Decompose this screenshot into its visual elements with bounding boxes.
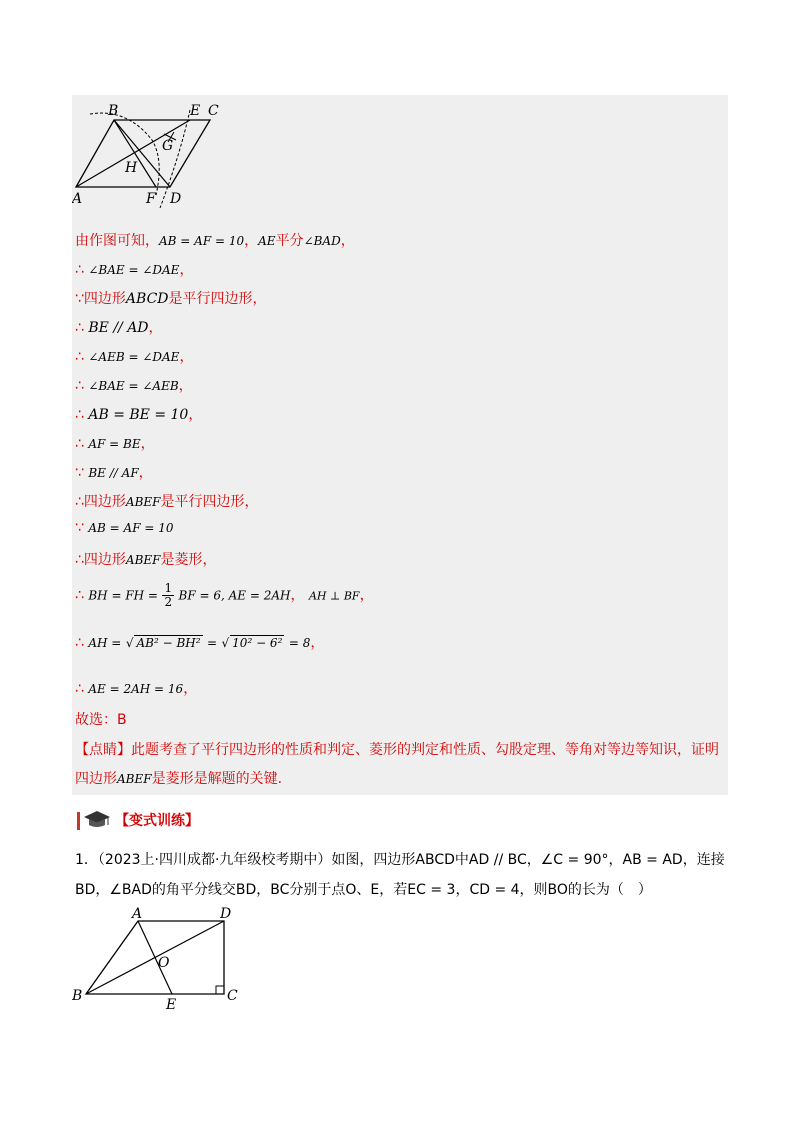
fig1-label-c: C	[208, 103, 219, 119]
solution-line-18-comment: 四边形ABEF是菱形是解题的关键.	[75, 771, 283, 787]
solution-line-15: ∴ AE = 2AH = 16，	[75, 681, 198, 697]
fig2-label-d: D	[220, 906, 232, 922]
solution-line-14: ∴ AH = √ AB² − BH² = √ 10² − 6² = 8，	[75, 635, 325, 651]
solution-line-4: ∴ BE // AD，	[75, 320, 163, 336]
solution-line-13: ∴ BH = FH = $\frac{1}{2}$ BF = 6, AE = 2AH， AH ⊥ BF，	[75, 581, 374, 609]
fig1-label-b: B	[108, 103, 119, 119]
question-1-line-1: 1．（2023上·四川成都·九年级校考期中）如图，四边形ABCD中AD // BC，∠C = 90°，AB = AD，连接	[75, 852, 725, 868]
fig1-label-h: H	[125, 160, 138, 176]
solution-line-5: ∴ ∠AEB = ∠DAE，	[75, 349, 194, 365]
fig2-label-a: A	[132, 906, 143, 922]
solution-line-17-comment: 【点睛】此题考查了平行四边形的性质和判定、菱形的判定和性质、勾股定理、等角对等边等知识，证明	[75, 742, 719, 758]
solution-line-9: ∵ BE // AF，	[75, 465, 153, 481]
solution-line-2: ∴ ∠BAE = ∠DAE，	[75, 262, 194, 278]
fraction-one-half: $\frac{1}{2}$	[164, 581, 173, 609]
fig2-label-c: C	[227, 988, 238, 1004]
solution-line-16-answer: 故选：B	[75, 712, 127, 728]
figure-quadrilateral-abcd	[72, 905, 247, 1010]
solution-line-7: ∴ AB = BE = 10，	[75, 407, 203, 423]
solution-line-10: ∴四边形ABEF是平行四边形，	[75, 494, 259, 510]
fig2-label-e: E	[166, 997, 177, 1010]
sqrt-10-6: 10² − 6²	[232, 636, 283, 650]
solution-line-12: ∴四边形ABEF是菱形，	[75, 552, 217, 568]
section-heading: 【变式训练】	[75, 808, 199, 832]
fig2-label-b: B	[72, 988, 83, 1004]
sqrt-ab-bh: AB² − BH²	[136, 636, 201, 650]
fig2-label-o: O	[158, 955, 170, 971]
question-1-line-2: BD，∠BAD的角平分线交BD，BC分别于点O、E，若EC = 3，CD = 4，则BO的长为（ ）	[75, 882, 652, 898]
solution-line-6: ∴ ∠BAE = ∠AEB，	[75, 378, 193, 394]
figure-parallelogram-construction	[72, 100, 232, 210]
fig1-label-d: D	[170, 191, 182, 207]
fig1-label-e: E	[190, 103, 201, 119]
solution-line-1: 由作图可知，AB = AF = 10，AE平分∠BAD，	[75, 233, 355, 249]
solution-line-11: ∵ AB = AF = 10	[75, 520, 174, 536]
solution-line-8: ∴ AF = BE，	[75, 436, 155, 452]
fig1-label-a: A	[72, 191, 83, 207]
fig1-label-f: F	[146, 191, 156, 207]
solution-line-3: ∵四边形ABCD是平行四边形，	[75, 291, 267, 307]
graduation-cap-icon	[75, 808, 111, 832]
fig1-label-g: G	[162, 138, 174, 154]
